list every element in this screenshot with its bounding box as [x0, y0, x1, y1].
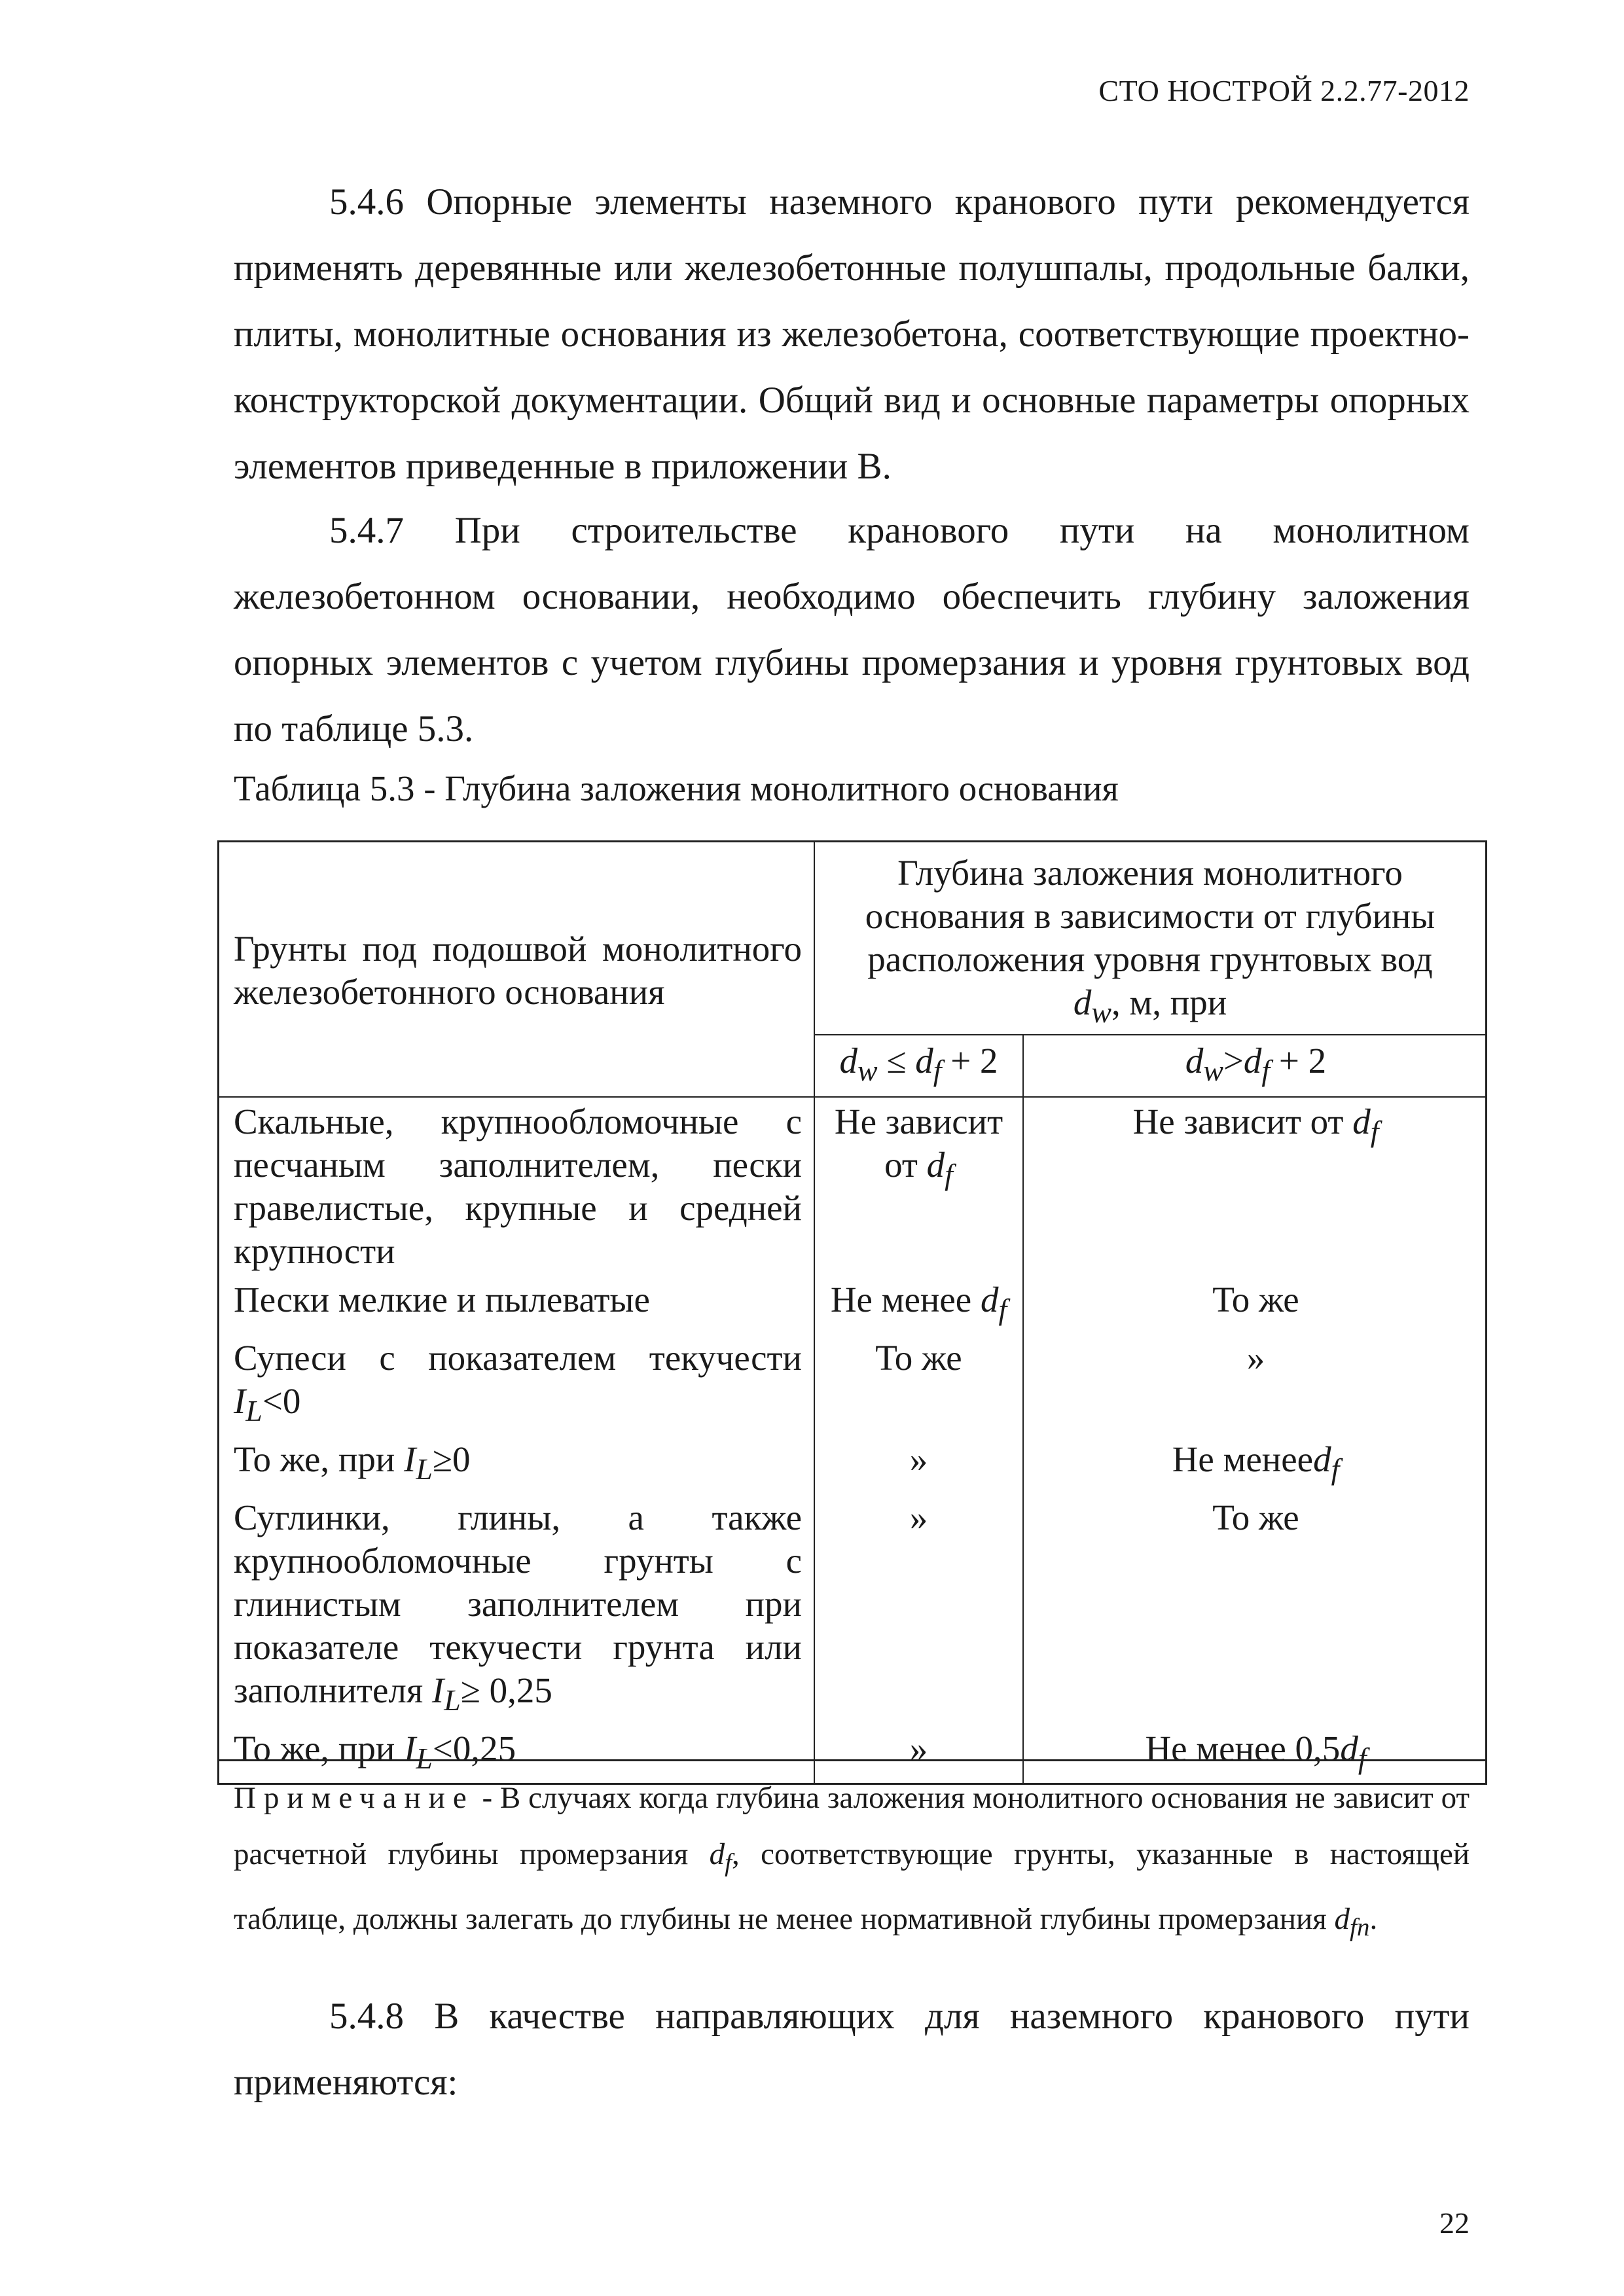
- sub1-op: ≤: [877, 1041, 916, 1081]
- note-text-1: - В случаях когда глубина заложения монолитного основания не зависит от расчетной глубины промерзания: [234, 1781, 1470, 1871]
- cell-sub: f: [998, 1293, 1007, 1326]
- soil-cell: Пески мелкие и пылеватые: [219, 1276, 815, 1334]
- cell-tail: <0: [262, 1381, 301, 1421]
- sub2-op: >: [1223, 1041, 1244, 1081]
- depth-header-var: d: [1073, 982, 1092, 1022]
- depth-header-sub: w: [1091, 996, 1111, 1029]
- depth-cell-1: [814, 1276, 1023, 1334]
- depth-cell-2: То же: [1023, 1276, 1487, 1334]
- cell-var: I: [404, 1439, 416, 1479]
- cell-tail: <0,25: [432, 1729, 516, 1768]
- sub2-a-sub: w: [1203, 1054, 1223, 1087]
- depth-cell-2: То же: [1023, 1494, 1487, 1725]
- cell-var: d: [1340, 1729, 1358, 1768]
- cell-sub: f: [1358, 1742, 1367, 1775]
- depth-cell-1: [814, 1097, 1023, 1276]
- cell-text: То же, при: [234, 1729, 405, 1768]
- cell-sub: L: [444, 1683, 461, 1717]
- depth-cell-1: »: [814, 1494, 1023, 1725]
- paragraph-5-4-7: 5.4.7 При строительстве кранового пути на монолитном железобетонном основании, необходимо обеспечить глубину заложения опорных элементов с учетом глубины промерзания и уровня грунтовых вод по таблице 5.3.: [234, 510, 1470, 749]
- cell-text: Не зависит от: [834, 1102, 1003, 1185]
- cell-var: d: [980, 1280, 999, 1319]
- table-row: [219, 1334, 1487, 1435]
- cell-text: Не зависит от: [1132, 1102, 1353, 1141]
- cell-sub: f: [1370, 1115, 1379, 1148]
- soil-depth-table: [217, 840, 1487, 1785]
- depth-cell-1: »: [814, 1725, 1023, 1784]
- sub1-a-sub: w: [857, 1054, 878, 1087]
- table-row: [219, 1435, 1487, 1494]
- document-header: СТО НОСТРОЙ 2.2.77-2012: [1098, 74, 1470, 107]
- note-text-3: .: [1369, 1902, 1378, 1937]
- table-row: [219, 1276, 1487, 1334]
- cell-var: d: [1352, 1102, 1371, 1141]
- paragraph-5-4-6: 5.4.6 Опорные элементы наземного кранового пути рекомендуется применять деревянные или железобетонные полушпалы, продольные балки, плиты, монолитные основания из железобетона, соответствующие проектно- конструкторской документации. Общий вид и основные параметры опорных элементов приведенные в приложении В.: [234, 181, 1470, 487]
- cell-sub: f: [945, 1158, 953, 1191]
- sub1-tail: + 2: [941, 1041, 998, 1081]
- table-caption: Таблица 5.3 - Глубина заложения монолитного основания: [234, 768, 1119, 808]
- note-text-2: , соответствующие грунты, указанные в настоящей таблице, должны залегать до глубины не менее нормативной глубины промерзания: [234, 1837, 1470, 1937]
- sub1-b-sub: f: [933, 1054, 942, 1087]
- depth-cell-1: »: [814, 1435, 1023, 1494]
- table-bottom-rule: [217, 1759, 1487, 1761]
- sub2-b: d: [1243, 1041, 1262, 1081]
- cell-text: Не менее: [830, 1280, 981, 1319]
- cell-sub: L: [416, 1742, 433, 1775]
- depth-header-text: Глубина заложения монолитного основания в зависимости от глубины расположения уровня грунтовых вод: [865, 853, 1435, 979]
- cell-sub: L: [245, 1394, 262, 1427]
- depth-cell-2: »: [1023, 1334, 1487, 1435]
- depth-cell-1: То же: [814, 1334, 1023, 1435]
- note-sub-1: f: [725, 1848, 732, 1877]
- note-var-2: d: [1334, 1902, 1350, 1937]
- page-number: 22: [1439, 2206, 1470, 2240]
- sub1-b: d: [915, 1041, 933, 1081]
- depth-cell-2: [1023, 1097, 1487, 1276]
- cell-var: d: [926, 1145, 945, 1185]
- soil-cell: [219, 1334, 815, 1435]
- table-row: [219, 1494, 1487, 1725]
- cell-text: Суглинки, глины, а также крупнообломочные грунты с глинистым заполнителем при показателе текучести грунта или заполнителя: [234, 1498, 802, 1710]
- table-row: [219, 1097, 1487, 1276]
- cell-tail: ≥0: [432, 1439, 471, 1479]
- soil-cell: [219, 1494, 815, 1725]
- depth-cell-2: [1023, 1435, 1487, 1494]
- cell-var: I: [404, 1729, 416, 1768]
- depth-header-tail: , м, при: [1111, 982, 1227, 1022]
- note-var-1: d: [709, 1837, 725, 1871]
- sub1-a: d: [839, 1041, 857, 1081]
- soil-cell: [219, 1435, 815, 1494]
- cell-var: d: [1313, 1439, 1331, 1479]
- sub2-a: d: [1185, 1041, 1204, 1081]
- soil-cell: Скальные, крупнообломочные с песчаным заполнителем, пески гравелистые, крупные и средней крупности: [219, 1097, 815, 1276]
- cell-var: I: [431, 1670, 444, 1710]
- paragraph-5-4-8: 5.4.8 В качестве направляющих для наземного кранового пути применяются:: [234, 1996, 1470, 2103]
- subheader-case-1: [814, 1035, 1023, 1097]
- cell-text: Супеси с показателем текучести: [234, 1338, 802, 1378]
- cell-text: Не менее: [1172, 1439, 1314, 1479]
- sub2-tail: + 2: [1270, 1041, 1327, 1081]
- cell-tail: ≥ 0,25: [460, 1670, 552, 1710]
- cell-text: Не менее 0,5: [1145, 1729, 1341, 1768]
- note-sub-2: fn: [1350, 1913, 1370, 1942]
- cell-sub: f: [1331, 1452, 1340, 1486]
- cell-var: I: [234, 1381, 246, 1421]
- col-header-depth: [814, 842, 1487, 1035]
- note-label: Примечание: [234, 1781, 475, 1815]
- sub2-b-sub: f: [1261, 1054, 1271, 1087]
- table-note: [234, 1770, 1470, 1956]
- col-header-soil: Грунты под подошвой монолитного железобетонного основания: [219, 842, 815, 1098]
- subheader-case-2: [1023, 1035, 1487, 1097]
- cell-sub: L: [416, 1452, 433, 1486]
- cell-text: То же, при: [234, 1439, 405, 1479]
